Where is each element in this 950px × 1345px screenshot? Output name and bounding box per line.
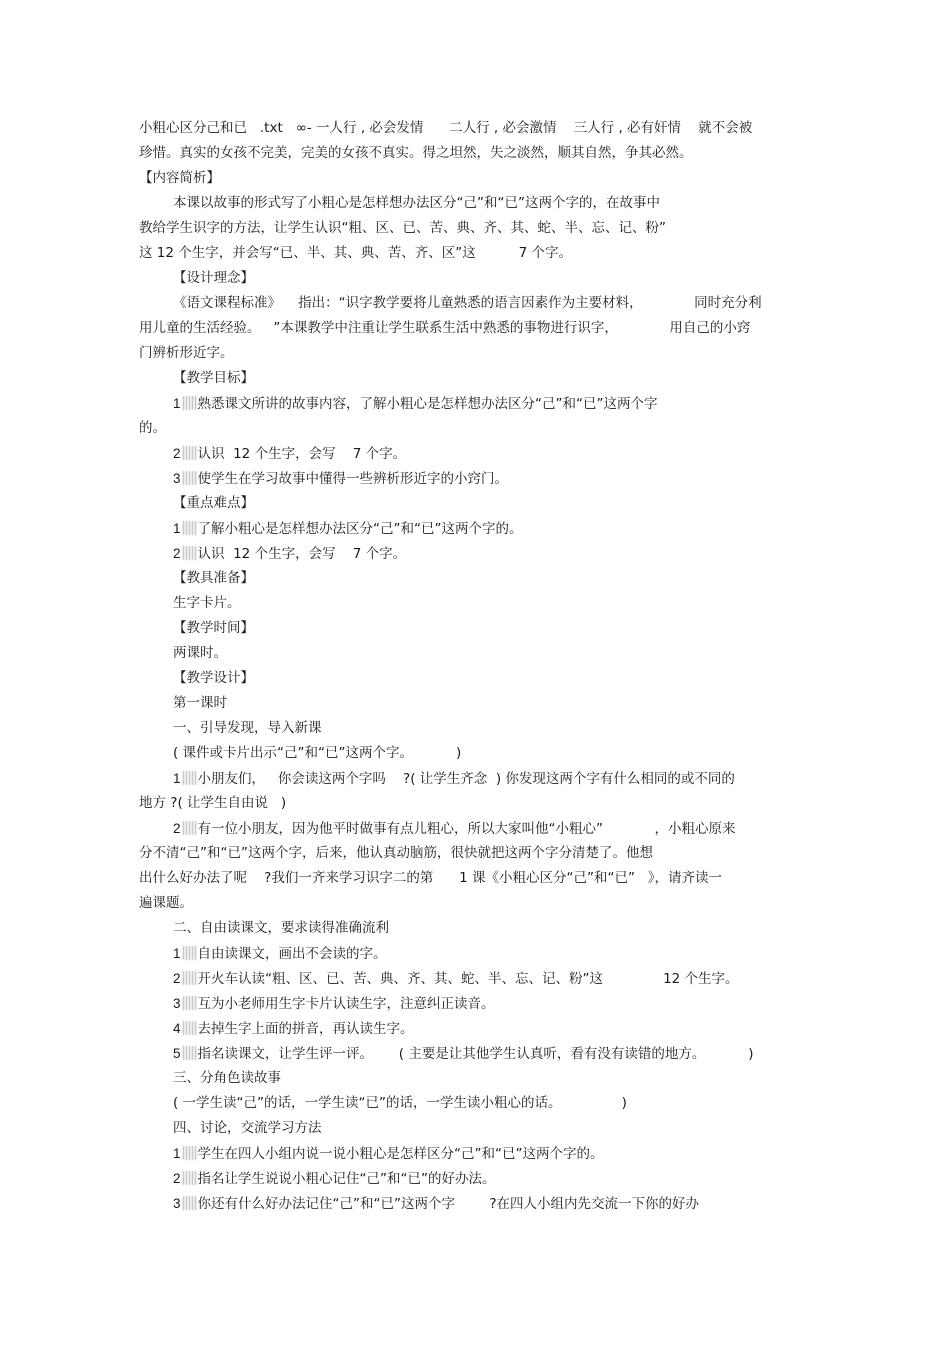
list-item: 2 有一位小朋友，因为他平时做事有点儿粗心，所以大家叫他“小粗心” ，小粗心原来 xyxy=(173,821,736,837)
text-line: ( 一学生读“己”的话，一学生读“已”的话，一学生读小粗心的话。 ) xyxy=(173,1095,627,1111)
list-item: 3 你还有什么好办法记住“己”和“已”这两个字 ?在四人小组内先交流一下你的好办 xyxy=(173,1196,699,1212)
section-heading: 【教学时间】 xyxy=(173,620,254,636)
list-item: 5 指名读课文，让学生评一评。 ( 主要是让其他学生认真听，看有没有读错的地方。 ) xyxy=(173,1046,754,1062)
list-item: 1 小朋友们， 你会读这两个字吗 ?( 让学生齐念 ) 你发现这两个字有什么相同的或不同的 xyxy=(173,771,735,787)
text-line: 用儿童的生活经验。 ”本课教学中注重让学生联系生活中熟悉的事物进行识字， 用自己的小窍 xyxy=(139,320,751,336)
bullet-mark-icon xyxy=(183,521,197,535)
bullet-mark-icon xyxy=(183,971,197,985)
text-line: 两课时。 xyxy=(173,645,227,661)
bullet-mark-icon xyxy=(183,821,197,835)
list-item: 1 了解小粗心是怎样想办法区分“己”和“已”这两个字的。 xyxy=(173,521,523,537)
text-line: 本课以故事的形式写了小粗心是怎样想办法区分“己”和“已”这两个字的，在故事中 xyxy=(173,195,660,211)
text-line: 遍课题。 xyxy=(139,895,193,911)
section-heading: 【内容简析】 xyxy=(139,170,220,186)
bullet-mark-icon xyxy=(183,1196,197,1210)
bullet-mark-icon xyxy=(183,1046,197,1060)
bullet-mark-icon xyxy=(183,546,197,560)
section-heading: 【教具准备】 xyxy=(173,570,254,586)
section-heading: 【重点难点】 xyxy=(173,495,254,511)
bullet-mark-icon xyxy=(183,1171,197,1185)
text-line: 这 12 个生字，并会写“已、半、其、典、苦、齐、区”这 7 个字。 xyxy=(139,245,573,261)
text-line: 地方 ?( 让学生自由说 ) xyxy=(139,795,287,811)
text-line: 门辨析形近字。 xyxy=(139,345,234,361)
text-line: 第一课时 xyxy=(173,695,227,711)
list-item: 2 认识 12 个生字，会写 7 个字。 xyxy=(173,546,407,562)
list-item: 2 认识 12 个生字，会写 7 个字。 xyxy=(173,446,407,462)
list-item: 1 学生在四人小组内说一说小粗心是怎样区分“己”和“已”这两个字的。 xyxy=(173,1146,604,1162)
text-line: 四、讨论，交流学习方法 xyxy=(173,1120,322,1136)
text-line: 出什么好办法了呢 ?我们一齐来学习识字二的第 1 课《小粗心区分“己”和“已” 》，请齐读一 xyxy=(139,870,723,886)
text-line: 分不清“己”和“已”这两个字，后来，他认真动脑筋，很快就把这两个字分清楚了。他想 xyxy=(139,845,653,861)
text-line: ( 课件或卡片出示“己”和“已”这两个字。 ) xyxy=(173,745,462,761)
list-item: 4 去掉生字上面的拼音，再认读生字。 xyxy=(173,1021,414,1037)
text-line: 小粗心区分己和已 .txt ∞- 一人行 , 必会发情 二人行 , 必会激情 三人行 , 必有奸情 就不会被 xyxy=(139,120,753,136)
bullet-mark-icon xyxy=(183,1146,197,1160)
section-heading: 【教学目标】 xyxy=(173,370,254,386)
list-item: 3 使学生在学习故事中懂得一些辨析形近字的小窍门。 xyxy=(173,471,509,487)
bullet-mark-icon xyxy=(183,471,197,485)
bullet-mark-icon xyxy=(183,396,197,410)
list-item: 3 互为小老师用生字卡片认读生字，注意纠正读音。 xyxy=(173,996,495,1012)
text-line: 一、引导发现，导入新课 xyxy=(173,720,322,736)
text-line: 二、自由读课文，要求读得准确流利 xyxy=(173,920,389,936)
text-line: 生字卡片。 xyxy=(173,595,241,611)
bullet-mark-icon xyxy=(183,946,197,960)
list-item: 2 开火车认读“粗、区、已、苦、典、齐、其、蛇、半、忘、记、粉”这 12 个生字。 xyxy=(173,971,739,987)
text-line: 教给学生识字的方法，让学生认识“粗、区、已、苦、典、齐、其、蛇、半、忘、记、粉” xyxy=(139,220,666,236)
bullet-mark-icon xyxy=(183,1021,197,1035)
list-item: 1 熟悉课文所讲的故事内容，了解小粗心是怎样想办法区分“己”和“已”这两个字 xyxy=(173,396,658,412)
section-heading: 【教学设计】 xyxy=(173,670,254,686)
list-item: 2 指名让学生说说小粗心记住“己”和“已”的好办法。 xyxy=(173,1171,496,1187)
bullet-mark-icon xyxy=(183,771,197,785)
text-line: 三、分角色读故事 xyxy=(173,1070,281,1086)
bullet-mark-icon xyxy=(183,996,197,1010)
text-line: 《语文课程标准》 指出：“识字教学要将儿童熟悉的语言因素作为主要材料， 同时充分利 xyxy=(173,295,762,311)
text-line: 珍惜。真实的女孩不完美，完美的女孩不真实。得之坦然，失之淡然，顺其自然，争其必然。 xyxy=(139,145,693,161)
section-heading: 【设计理念】 xyxy=(173,270,254,286)
bullet-mark-icon xyxy=(183,446,197,460)
list-item: 1 自由读课文，画出不会读的字。 xyxy=(173,946,387,962)
text-line: 的。 xyxy=(139,420,166,436)
